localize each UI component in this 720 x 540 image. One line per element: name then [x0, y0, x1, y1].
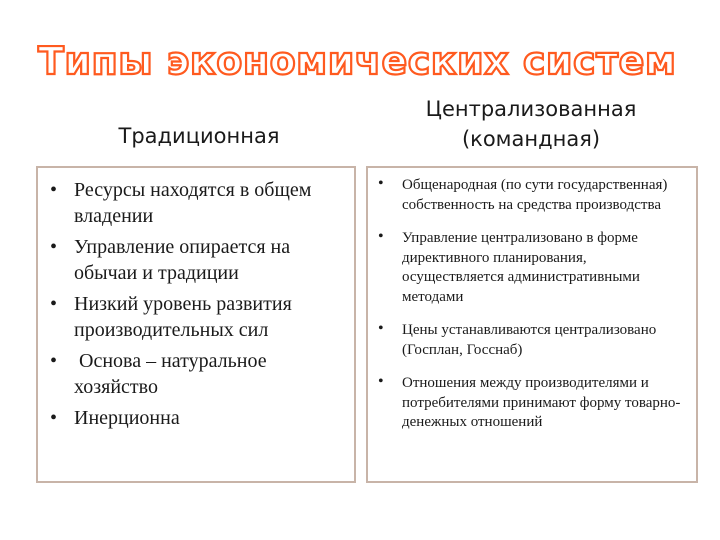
page-title: Типы экономических систем	[38, 39, 677, 83]
traditional-heading: Традиционная	[118, 124, 280, 148]
list-item	[372, 374, 692, 433]
list-item-text: Отношения между производителями и потребителями принимают форму товарно-денежных отношений	[402, 375, 681, 430]
traditional-panel	[36, 166, 356, 483]
command-panel	[366, 166, 698, 483]
bullet-icon: •	[50, 350, 58, 372]
bullet-icon: •	[378, 175, 384, 192]
bullet-icon: •	[378, 228, 384, 245]
list-item	[44, 292, 348, 343]
bullet-icon: •	[378, 320, 384, 337]
list-item-text: Инерционна	[74, 407, 180, 429]
list-item-text: Основа – натуральное хозяйство	[74, 350, 272, 398]
command-heading-line2: (командная)	[461, 127, 601, 151]
list-item-text: Низкий уровень развития производительных сил	[74, 293, 292, 341]
list-item	[44, 349, 348, 400]
list-item-text: Управление централизовано в форме директивного планирования, осуществляется административными методами	[402, 230, 640, 305]
list-item	[372, 176, 692, 215]
list-item-text: Управление опирается на обычаи и традиции	[74, 236, 291, 284]
command-list	[372, 176, 692, 433]
list-item-text: Ресурсы находятся в общем владении	[74, 179, 312, 227]
bullet-icon: •	[378, 373, 384, 390]
command-heading-line1: Централизованная	[425, 97, 637, 121]
list-item-text: Общенародная (по сути государственная) собственность на средства производства	[402, 177, 668, 213]
list-item	[372, 321, 692, 360]
traditional-list	[44, 178, 348, 432]
list-item	[44, 406, 348, 432]
bullet-icon: •	[50, 293, 58, 315]
list-item-text: Цены устанавливаются централизовано (Госплан, Госснаб)	[402, 322, 657, 358]
list-item	[44, 235, 348, 286]
bullet-icon: •	[50, 407, 58, 429]
list-item	[44, 178, 348, 229]
bullet-icon: •	[50, 236, 58, 258]
list-item	[372, 229, 692, 307]
command-heading	[366, 94, 696, 154]
bullet-icon: •	[50, 179, 58, 201]
